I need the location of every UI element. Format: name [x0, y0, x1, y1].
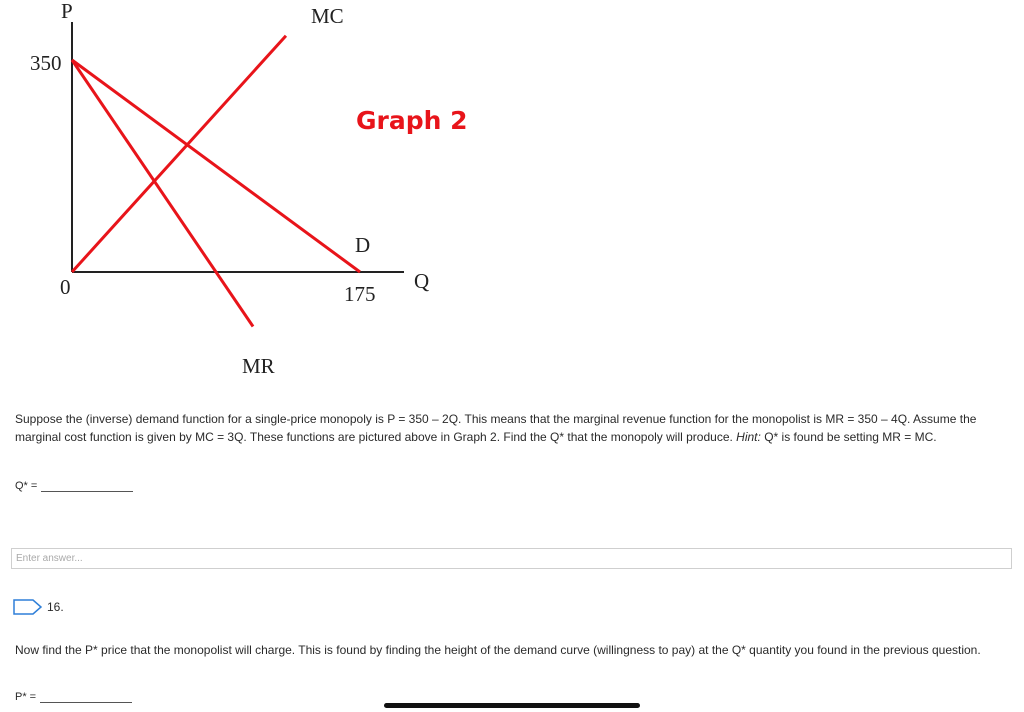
origin-label: 0: [60, 275, 71, 299]
p-star-blank: [40, 690, 132, 703]
y-axis-label: P: [61, 0, 73, 23]
question-15-text-part2: Q* is found be setting MR = MC.: [760, 430, 937, 444]
question-15-text: [15, 410, 1015, 446]
demand-line: [72, 60, 360, 272]
y-intercept-label: 350: [30, 51, 62, 75]
hint-label: Hint:: [736, 430, 761, 444]
q-star-label: Q* =: [15, 480, 38, 492]
question-16-header: [13, 599, 64, 615]
question-16-text: Now find the P* price that the monopolist will charge. This is found by finding the height of the demand curve (willingness to pay) at the Q* quantity you found in the previous question.: [15, 643, 981, 657]
home-indicator: [384, 703, 640, 708]
x-intercept-label: 175: [344, 282, 376, 306]
demand-label: D: [355, 233, 371, 257]
p-star-label: P* =: [15, 691, 37, 703]
answer-input[interactable]: [11, 548, 1012, 569]
q-star-answer-line: [15, 479, 133, 492]
q-star-blank: [41, 479, 133, 492]
mr-label: MR: [242, 354, 275, 378]
question-16-number: 16.: [47, 600, 64, 614]
question-15-text-part1: Suppose the (inverse) demand function for a single-price monopoly is P = 350 – 2Q. This means that the marginal revenue function for the monopolist is MR = 350 – 4Q. Assume the marginal cost function is given by MC = 3Q. These functions are pictured above in Graph 2. Find the Q* that the monopoly will produce.: [15, 412, 977, 444]
mc-line: [72, 36, 286, 272]
mc-label: MC: [311, 4, 344, 28]
graph-title: Graph 2: [356, 106, 468, 135]
x-axis-label: Q: [414, 269, 430, 293]
p-star-answer-line: [15, 690, 132, 703]
flag-icon[interactable]: [13, 599, 43, 615]
